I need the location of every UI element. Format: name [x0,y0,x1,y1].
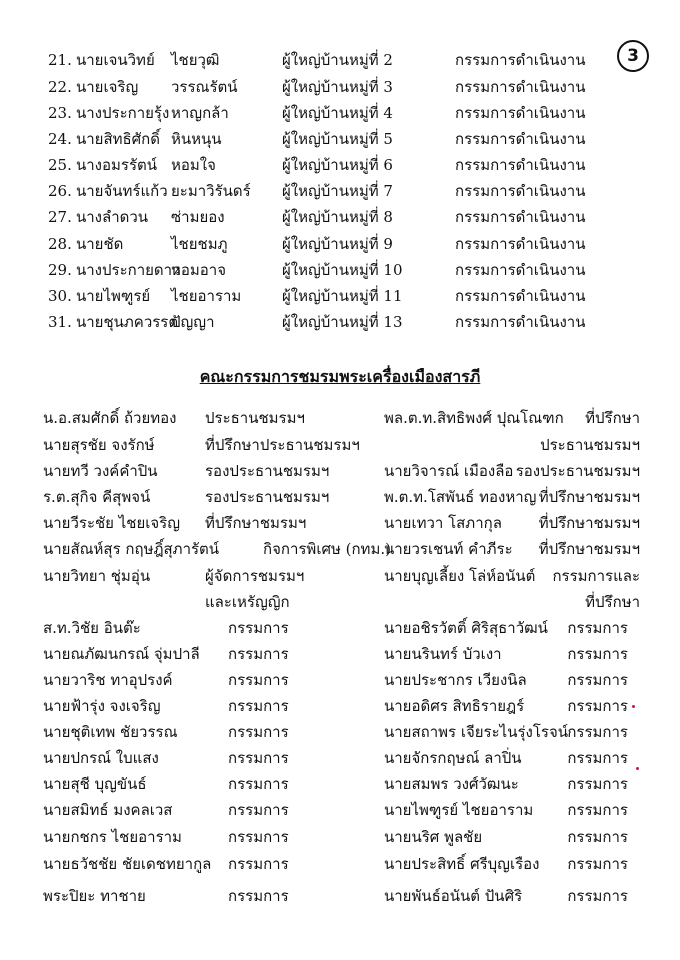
left-member-role: ที่ปรึกษาประธานชมรมฯ [205,436,360,454]
left-member-name: นายวาริช ทาอุปรงค์ [43,671,173,689]
left-member-name: พระปิยะ ทาชาย [43,887,146,905]
right-member-role: กรรมการ [567,855,628,873]
left-member-role: ที่ปรึกษาชมรมฯ [205,514,307,532]
member-position: ผู้ใหญ่บ้านหมู่ที่ 5 [282,130,393,148]
member-role: กรรมการดำเนินงาน [455,51,586,69]
club-row [0,853,680,875]
left-member-name: ร.ต.สุกิจ คีสุพจน์ [43,488,151,506]
left-member-name: น.อ.สมศักดิ์ ถ้วยทอง [43,409,177,427]
left-member-role: กรรมการ [228,697,289,715]
right-member-role: ที่ปรึกษาชมรมฯ [538,488,640,506]
right-member-role: กรรมการ [567,775,628,793]
member-surname: ปัญญา [171,313,215,331]
member-surname: ซ่ามยอง [171,208,225,226]
club-row [0,565,680,587]
member-role: กรรมการดำเนินงาน [455,182,586,200]
club-row [0,885,680,907]
right-member-role: กรรมการ [567,697,628,715]
member-surname: ไชยอาราม [171,287,242,305]
right-member-role: กรรมการ [567,671,628,689]
member-role: กรรมการดำเนินงาน [455,130,586,148]
member-role: กรรมการดำเนินงาน [455,261,586,279]
member-position: ผู้ใหญ่บ้านหมู่ที่ 2 [282,51,393,69]
club-row [0,747,680,769]
left-member-role: กรรมการ [228,887,289,905]
left-member-role: รองประธานชมรมฯ [205,462,330,480]
member-name: นายสิทธิศักดิ์ [76,130,161,148]
club-row [0,591,680,613]
row-number: 26. [48,182,72,200]
member-name: นางประกายดาว [76,261,181,279]
left-member-name: ส.ท.วิชัย อินต๊ะ [43,619,141,637]
member-surname: หอมอาจ [171,261,227,279]
right-member-name: นายวิจารณ์ เมืองลือ [384,462,514,480]
row-number: 29. [48,261,72,279]
right-member-name: นายวรเชนท์ คำภีระ [384,540,513,558]
member-name: นายจันทร์แก้ว [76,182,168,200]
right-member-role: ที่ปรึกษาชมรมฯ [538,514,640,532]
member-role: กรรมการดำเนินงาน [455,235,586,253]
committee-row [0,76,680,98]
club-row [0,434,680,456]
right-member-role: กรรมการ [567,645,628,663]
left-member-name: นายสมิทธ์ มงคลเวส [43,801,173,819]
left-member-name: นายวีระชัย ไชยเจริญ [43,514,181,532]
left-member-role: กรรมการ [228,723,289,741]
left-member-role: และเหรัญญิก [205,593,290,611]
left-member-name: นายฟ้ารุ่ง จงเจริญ [43,697,161,715]
right-member-role: กรรมการ [567,619,628,637]
left-member-role: กรรมการ [228,801,289,819]
member-position: ผู้ใหญ่บ้านหมู่ที่ 8 [282,208,393,226]
member-surname: หอมใจ [171,156,216,174]
right-member-name: นายพันธ์อนันต์ ปันศิริ [384,887,523,905]
member-position: ผู้ใหญ่บ้านหมู่ที่ 7 [282,182,393,200]
ink-dot [632,705,635,708]
member-position: ผู้ใหญ่บ้านหมู่ที่ 9 [282,235,393,253]
committee-row [0,154,680,176]
right-member-name: นายนรินทร์ บัวเงา [384,645,502,663]
left-member-role: กรรมการ [228,671,289,689]
member-surname: วรรณรัตน์ [171,78,238,96]
left-member-role: กรรมการ [228,645,289,663]
right-member-role: กรรมการและ [552,567,640,585]
left-member-role: กิจการพิเศษ (กทม.) [263,540,391,558]
right-member-name: นายเทวา โสภากุล [384,514,502,532]
right-member-name: นายสมพร วงศ์วัฒนะ [384,775,519,793]
section-title: คณะกรรมการชมรมพระเครื่องเมืองสารภี [199,367,481,386]
left-member-name: นายสุชี บุญขันธ์ [43,775,147,793]
club-row [0,643,680,665]
right-member-role: ที่ปรึกษา [585,409,640,427]
member-surname: ไชยชมภู [171,235,228,253]
club-row [0,695,680,717]
member-surname: ไชยวุฒิ [171,51,220,69]
right-member-name: นายไพฑูรย์ ไชยอาราม [384,801,534,819]
right-member-name: พล.ต.ท.สิทธิพงศ์ ปุณโณฑก [384,409,564,427]
row-number: 23. [48,104,72,122]
club-row [0,721,680,743]
left-member-role: ประธานชมรมฯ [205,409,305,427]
ink-dot [636,767,639,770]
member-name: นายชุนภควรรต [76,313,179,331]
member-name: นายชัด [76,235,124,253]
member-surname: หาญกล้า [171,104,229,122]
left-member-name: นายสุรชัย จงรักษ์ [43,436,155,454]
right-member-name: นายจักรกฤษณ์ ลาปิ่น [384,749,522,767]
left-member-name: นายปกรณ์ ใบแสง [43,749,159,767]
member-role: กรรมการดำเนินงาน [455,78,586,96]
member-name: นายเจริญ [76,78,139,96]
row-number: 24. [48,130,72,148]
row-number: 22. [48,78,72,96]
left-member-name: นายสัณห์สุร กฤษฎิ์สุภารัตน์ [43,540,220,558]
right-member-role: ประธานชมรมฯ [540,436,640,454]
member-surname: ยะมาวิรันดร์ [171,182,251,200]
member-role: กรรมการดำเนินงาน [455,104,586,122]
member-name: นางอมรรัตน์ [76,156,158,174]
right-member-name: นายอดิศร สิทธิรายฎร์ [384,697,525,715]
member-position: ผู้ใหญ่บ้านหมู่ที่ 3 [282,78,393,96]
right-member-role: รองประธานชมรมฯ [515,462,640,480]
member-role: กรรมการดำเนินงาน [455,208,586,226]
club-row [0,407,680,429]
committee-row [0,259,680,281]
row-number: 25. [48,156,72,174]
member-role: กรรมการดำเนินงาน [455,313,586,331]
right-member-name: นายนริศ พูลชัย [384,828,483,846]
row-number: 21. [48,51,72,69]
right-member-name: นายอชิรวัตติ์ ศิริสุธาวัฒน์ [384,619,548,637]
left-member-role: กรรมการ [228,855,289,873]
committee-row [0,285,680,307]
left-member-role: กรรมการ [228,619,289,637]
right-member-name: นายสถาพร เจียระไนรุ่งโรจน์ [384,723,568,741]
member-position: ผู้ใหญ่บ้านหมู่ที่ 10 [282,261,403,279]
row-number: 27. [48,208,72,226]
right-member-name: นายบุญเลี้ยง โล่ห์อนันต์ [384,567,536,585]
left-member-role: กรรมการ [228,828,289,846]
member-role: กรรมการดำเนินงาน [455,287,586,305]
left-member-name: นายวิทยา ชุ่มอุ่น [43,567,151,585]
row-number: 30. [48,287,72,305]
left-member-role: กรรมการ [228,775,289,793]
left-member-name: นายชุติเทพ ชัยวรรณ [43,723,178,741]
right-member-role: กรรมการ [567,828,628,846]
committee-row [0,233,680,255]
left-member-role: ผู้จัดการชมรมฯ [205,567,305,585]
member-position: ผู้ใหญ่บ้านหมู่ที่ 6 [282,156,393,174]
right-member-role: กรรมการ [567,749,628,767]
row-number: 31. [48,313,72,331]
member-name: นางประกายรุ้ง [76,104,170,122]
club-row [0,617,680,639]
club-row [0,669,680,691]
committee-row [0,128,680,150]
left-member-name: นายกชกร ไชยอาราม [43,828,182,846]
member-surname: หินหนุน [171,130,222,148]
club-row [0,826,680,848]
right-member-name: นายประสิทธิ์ ศรีบุญเรือง [384,855,540,873]
right-member-name: พ.ต.ท.โสพันธ์ ทองหาญ [384,488,537,506]
club-row [0,799,680,821]
left-member-name: นายณภัฒนกรณ์ จุ่มปาลี [43,645,200,663]
left-member-name: นายทวี วงค์คำปิน [43,462,158,480]
club-row [0,460,680,482]
member-position: ผู้ใหญ่บ้านหมู่ที่ 11 [282,287,403,305]
club-row [0,773,680,795]
committee-row [0,206,680,228]
committee-row [0,180,680,202]
member-role: กรรมการดำเนินงาน [455,156,586,174]
right-member-role: ที่ปรึกษาชมรมฯ [538,540,640,558]
right-member-role: ที่ปรึกษา [585,593,640,611]
member-name: นางลำดวน [76,208,149,226]
club-row [0,486,680,508]
committee-row [0,102,680,124]
member-position: ผู้ใหญ่บ้านหมู่ที่ 13 [282,313,403,331]
left-member-role: รองประธานชมรมฯ [205,488,330,506]
page-number-badge: 3 [617,40,649,72]
member-position: ผู้ใหญ่บ้านหมู่ที่ 4 [282,104,393,122]
right-member-role: กรรมการ [567,723,628,741]
left-member-name: นายธวัชชัย ชัยเดชทยากูล [43,855,212,873]
club-row [0,538,680,560]
left-member-role: กรรมการ [228,749,289,767]
member-name: นายเจนวิทย์ [76,51,155,69]
right-member-name: นายประชากร เวียงนิล [384,671,527,689]
committee-row [0,49,680,71]
committee-row [0,311,680,333]
row-number: 28. [48,235,72,253]
member-name: นายไพฑูรย์ [76,287,151,305]
club-row [0,512,680,534]
right-member-role: กรรมการ [567,801,628,819]
right-member-role: กรรมการ [567,887,628,905]
